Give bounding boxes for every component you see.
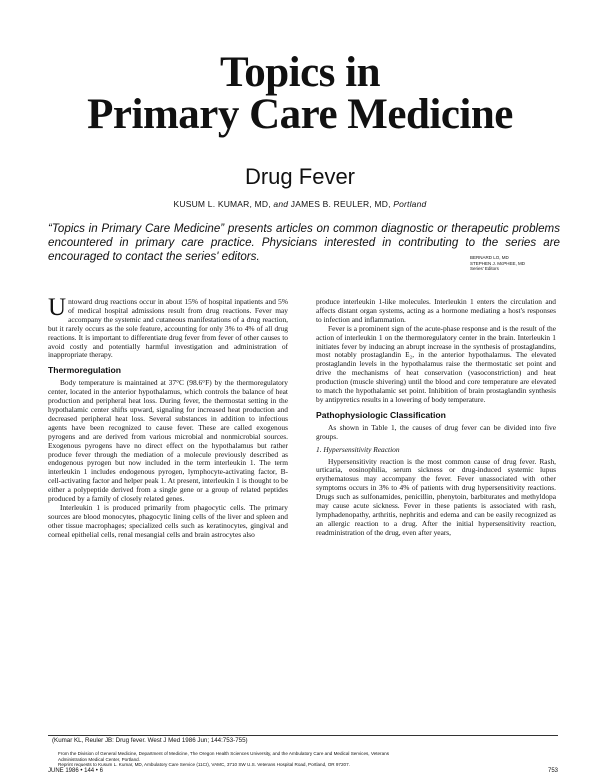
affiliation-line: Administration Medical Center, Portland. (58, 756, 140, 762)
drop-cap: U (48, 294, 67, 321)
citation: (Kumar KL, Reuler JB: Drug fever. West J Med 1986 Jun; 144:753-755) (52, 737, 248, 744)
issue-info: JUNE 1986 • 144 • 6 (48, 768, 103, 774)
paragraph: Body temperature is maintained at 37°C (98.6°F) by the thermoregulatory center, located in the anterior hypothalamus, which controls the balance of heat production and peripheral heat loss. During fever, the thermostat setting in the hypothalamic center shifts upward, signaling for increased heat production and decreased peripheral heat loss. Several substances in addition to infectious agents have been recognized to cause fever. These are called exogenous pyrogens and are derived from various microbial and nonmicrobial sources. Exogenous pyrogens have no direct effect on the hypothalamus but rather produce fever through the mediation of a molecule previously described as endogenous pyrogen but now included in the term interleukin 1. The term interleukin 1 includes endogenous pyrogen, lymphocyte-activating factor, B-cell-activating factor and helper peak 1. At present, interleukin 1 is thought to be either a polypeptide derived from a single gene or a group of related peptides produced by a family of closely related genes. (48, 378, 288, 504)
reprint-line: Reprint requests to Kusum L. Kumar, MD, Ambulatory Care Service (11CI), VAMC, 3710 SW U.S. Veterans Hospital Road, Portland, OR 97207. (58, 762, 350, 768)
series-title-line2: Primary Care Medicine (87, 91, 513, 138)
series-editors (470, 255, 570, 272)
opening-paragraph-text: ntoward drug reactions occur in about 15% of hospital inpatients and 5% of medical hospital admissions result from drug reactions. Fever may accompany the systemic and cutaneous manifestations of a drug reaction, but it rarely occurs as the sole feature, accounting for only 3% to 4% of all drug reactions. It is important to differentiate drug fever from fever of other causes to avoid costly and potentially harmful investigation and administration of inappropriate therapy. (48, 297, 288, 360)
subheading-hypersensitivity: 1. Hypersensitivity Reaction (316, 444, 400, 454)
authors-location: Portland (393, 199, 427, 209)
page-number: 753 (547, 768, 558, 774)
paragraph: Interleukin 1 is produced primarily from phagocytic cells. The primary sources are blood monocytes, phagocytic lining cells of the liver and spleen and other tissue macrophages; specialized cells such as keratinocytes, gingival and corneal epithelial cells, renal mesangial cells and brain astrocytes also (48, 502, 288, 539)
affiliation-note (58, 751, 558, 768)
series-title-line1: Topics in (219, 49, 381, 96)
editors-label: Series' Editors (470, 266, 499, 271)
opening-paragraph (48, 294, 288, 360)
footer-divider (48, 735, 558, 736)
paragraph: Fever is a prominent sign of the acute-phase response and is the result of the action of interleukin 1 on the thermoregulatory center in the brain. Interleukin 1 initiates fever by inducing an abrupt increase in the synthesis of prostaglandins, most notably prostaglandin E₂, in the anterior hypothalamus. The elevated prostaglandin levels in the hypothalamus raise the thermostatic set point and drive the mechanisms of heat conservation (vasoconstriction) and heat production (muscle shivering) until the blood and core temperature are elevated to match the hypothalamic set point. Inhibition of brain prostaglandin synthesis by antipyretics results in a lowering of body temperature. (316, 323, 556, 404)
heading-thermoregulation: Thermoregulation (48, 365, 122, 376)
left-column (48, 294, 288, 540)
series-title (0, 49, 600, 138)
article-title: Drug Fever (244, 164, 356, 189)
paragraph: As shown in Table 1, the causes of drug fever can be divided into five groups. (316, 422, 556, 441)
authors-conjunction: and (273, 199, 289, 209)
affiliation-line: From the Division of General Medicine, Department of Medicine, The Oregon Health Sciences University, and the Ambulatory Care and Medical Services, Veterans (58, 751, 389, 756)
editor-1: BERNARD LO, MD (470, 255, 509, 260)
heading-pathophysiologic-classification: Pathophysiologic Classification (316, 409, 446, 420)
series-intro: “Topics in Primary Care Medicine” presents articles on common diagnostic or therapeutic problems encountered in primary care practice. Physicians interested in contributing to the series are encouraged to contact the series' editors. (48, 222, 560, 263)
author-2: JAMES B. REULER, MD, (288, 199, 394, 209)
paragraph: Hypersensitivity reaction is the most common cause of drug fever. Rash, urticaria, eosinophilia, serum sickness or drug-induced systemic lupus erythematosus may accompany the fever. Fever unassociated with other symptoms occurs in 3% to 4% of patients with drug hypersensitivity reactions. Drugs such as sulfonamides, penicillin, phenytoin, barbiturates and methyldopa may cause acute sickness. Fever in these patients is associated with rash, lymphadenopathy, arthritis, nephritis and edema and can be easily recognized as an allergic reaction to a drug. After the initial hypersensitivity reaction, readministration of the drug, even after years, (316, 456, 556, 537)
paragraph: produce interleukin 1-like molecules. Interleukin 1 enters the circulation and affects distant organ systems, acting as a hormone mediating a host's responses to infection and inflammation. (316, 297, 556, 324)
author-1: KUSUM L. KUMAR, MD, (173, 199, 274, 209)
editor-2: STEPHEN J. McPHEE, MD (470, 260, 526, 266)
authors (0, 199, 600, 209)
right-column (316, 298, 556, 538)
